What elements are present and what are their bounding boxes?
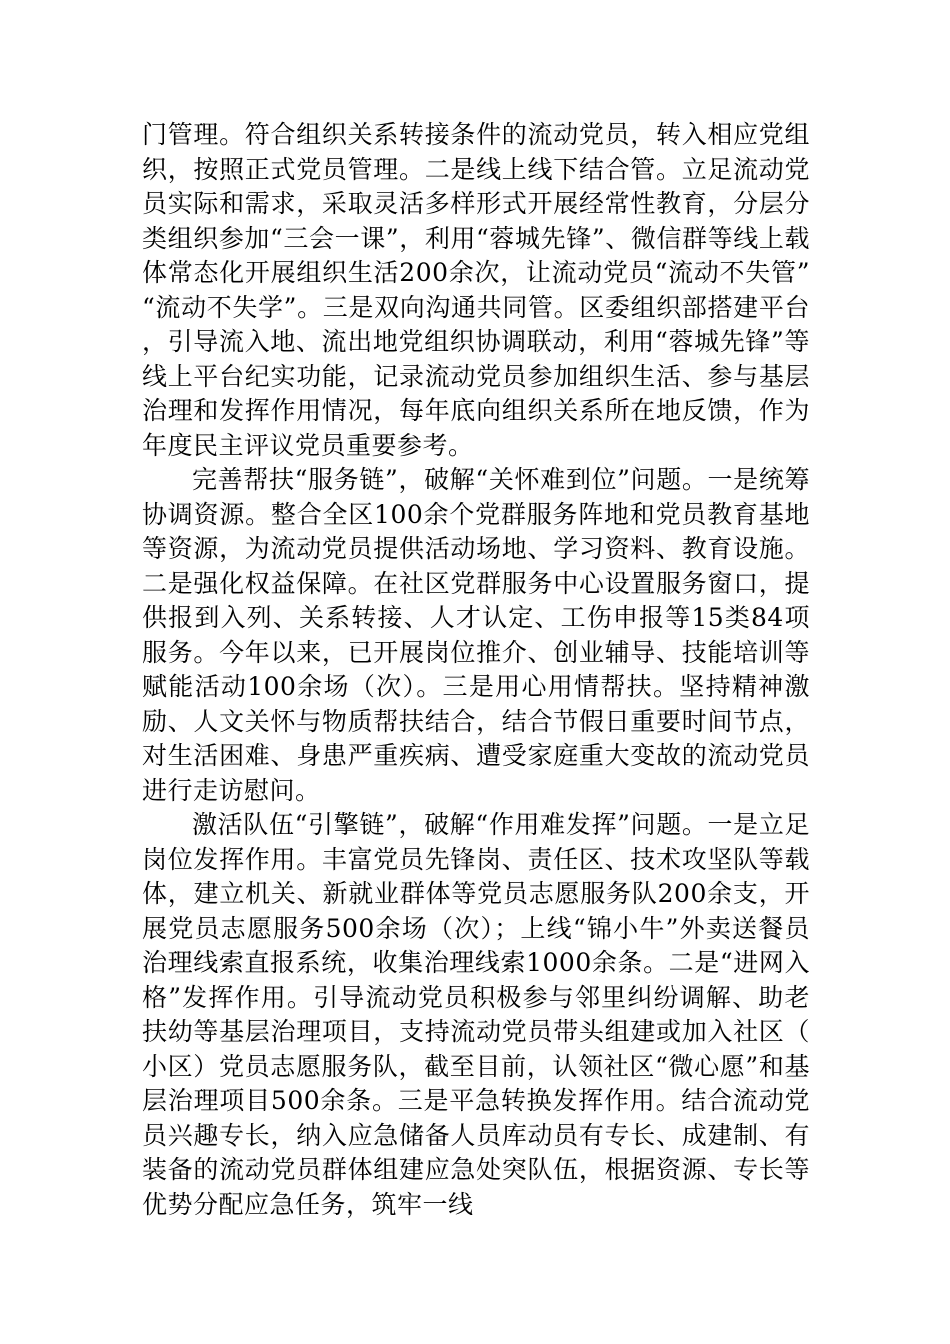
paragraph-management: 门管理。符合组织关系转接条件的流动党员，转入相应党组织，按照正式党员管理。二是线上线下结合管。立足流动党员实际和需求，采取灵活多样形式开展经常性教育，分层分类组织参加“三会一课”，利用“蓉城先锋”、微信群等线上载体常态化开展组织生活200余次，让流动党员“流动不失管”“流动不失学”。三是双向沟通共同管。区委组织部搭建平台，引导流入地、流出地党组织协调联动，利用“蓉城先锋”等线上平台纪实功能，记录流动党员参加组织生活、参与基层治理和发挥作用情况，每年底向组织关系所在地反馈，作为年度民主评议党员重要参考。 xyxy=(142,120,810,460)
paragraph-engine-chain: 激活队伍“引擎链”，破解“作用难发挥”问题。一是立足岗位发挥作用。丰富党员先锋岗、责任区、技术攻坚队等载体，建立机关、新就业群体等党员志愿服务队200余支，开展党员志愿服务500余场（次）；上线“锦小牛”外卖送餐员治理线索直报系统，收集治理线索1000余条。二是“进网入格”发挥作用。引导流动党员积极参与邻里纠纷调解、助老扶幼等基层治理项目，支持流动党员带头组建或加入社区（小区）党员志愿服务队，截至目前，认领社区“微心愿”和基层治理项目500余条。三是平急转换发挥作用。结合流动党员兴趣专长，纳入应急储备人员库动员有专长、成建制、有装备的流动党员群体组建应急处突队伍，根据资源、专长等优势分配应急任务，筑牢一线 xyxy=(142,810,810,1219)
document-page xyxy=(142,118,810,1222)
paragraph-service-chain: 完善帮扶“服务链”，破解“关怀难到位”问题。一是统筹协调资源。整合全区100余个党群服务阵地和党员教育基地等资源，为流动党员提供活动场地、学习资料、教育设施。二是强化权益保障。在社区党群服务中心设置服务窗口，提供报到入列、关系转接、人才认定、工伤申报等15类84项服务。今年以来，已开展岗位推介、创业辅导、技能培训等赋能活动100余场（次）。三是用心用情帮扶。坚持精神激励、人文关怀与物质帮扶结合，结合节假日重要时间节点，对生活困难、身患严重疾病、遭受家庭重大变故的流动党员进行走访慰问。 xyxy=(142,465,810,805)
